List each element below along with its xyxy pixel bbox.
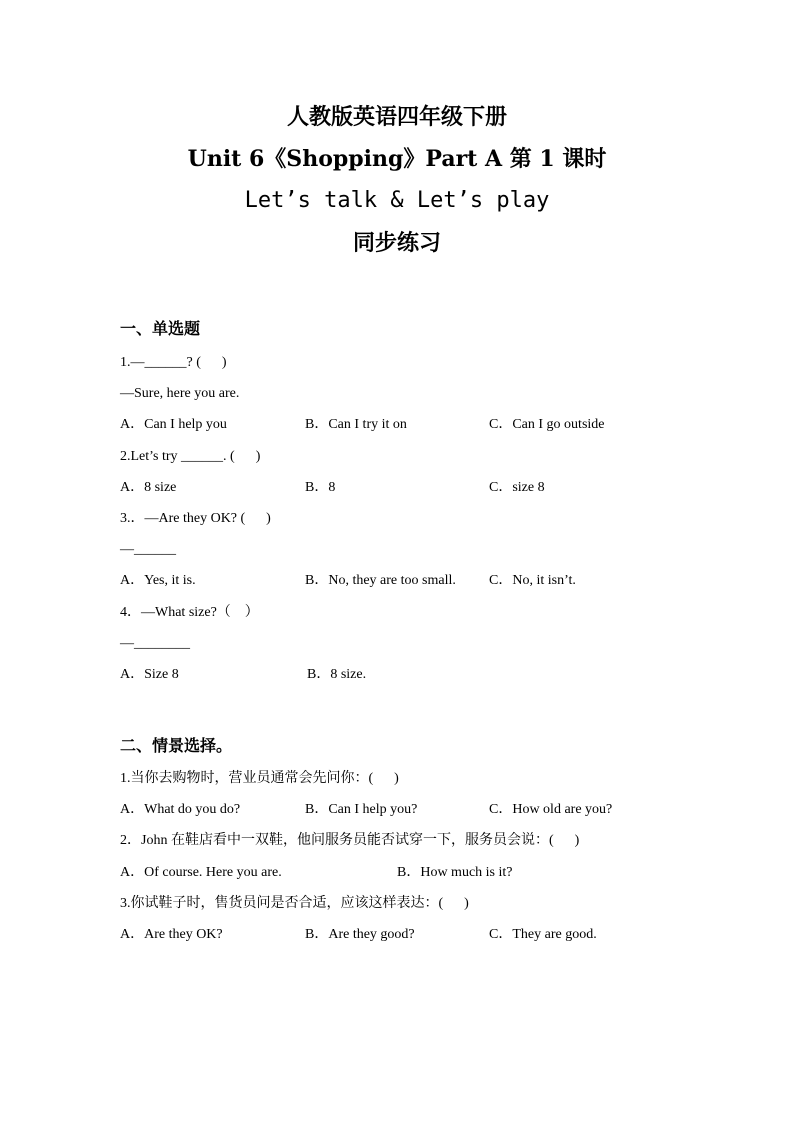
- question-stem: 1.当你去购物时，营业员通常会先问你：( ): [120, 771, 399, 786]
- question-reply: —Sure, here you are.: [120, 386, 240, 401]
- question-stem: 3.你试鞋子时，售货员问是否合适，应该这样表达：( ): [120, 896, 469, 911]
- doc-title-lesson: Let’s talk & Let’s play: [244, 188, 550, 213]
- option-b: B．Can I try it on: [305, 417, 407, 432]
- option-c: C．size 8: [489, 480, 545, 495]
- option-c: C．Can I go outside: [489, 417, 605, 432]
- option-c: C．No, it isn’t.: [489, 573, 576, 588]
- option-a: A．Yes, it is.: [120, 573, 196, 588]
- option-b: B．How much is it?: [397, 865, 513, 880]
- question-reply: —______: [120, 542, 176, 557]
- option-c: C．They are good.: [489, 927, 597, 942]
- option-b: B．No, they are too small.: [305, 573, 456, 588]
- section-heading-single-choice: 一、单选题: [120, 319, 201, 338]
- question-stem: 3.．—Are they OK? ( ): [120, 511, 271, 526]
- option-a: A．Can I help you: [120, 417, 227, 432]
- doc-title-unit: Unit 6《Shopping》Part A 第 1 课时: [187, 146, 607, 172]
- option-a: A．Of course. Here you are.: [120, 865, 282, 880]
- question-reply: —________: [120, 636, 190, 651]
- question-stem: 2.Let’s try ______. ( ): [120, 449, 261, 464]
- option-b: B．Can I help you?: [305, 802, 418, 817]
- question-stem: 1.—______? ( ): [120, 355, 227, 370]
- option-b: B．8: [305, 480, 336, 495]
- option-a: A．What do you do?: [120, 802, 241, 817]
- option-b: B．8 size.: [307, 667, 367, 682]
- option-b: B．Are they good?: [305, 927, 415, 942]
- doc-title-series: 人教版英语四年级下册: [286, 104, 507, 130]
- option-a: A．8 size: [120, 480, 177, 495]
- section-heading-situational: 二、情景选择。: [120, 736, 233, 755]
- doc-title-exercise: 同步练习: [352, 230, 441, 256]
- question-stem: 4．—What size?（ ）: [120, 605, 259, 620]
- question-stem: 2．John 在鞋店看中一双鞋，他问服务员能否试穿一下，服务员会说：( ): [120, 833, 580, 848]
- option-a: A．Size 8: [120, 667, 179, 682]
- option-c: C．How old are you?: [489, 802, 613, 817]
- option-a: A．Are they OK?: [120, 927, 223, 942]
